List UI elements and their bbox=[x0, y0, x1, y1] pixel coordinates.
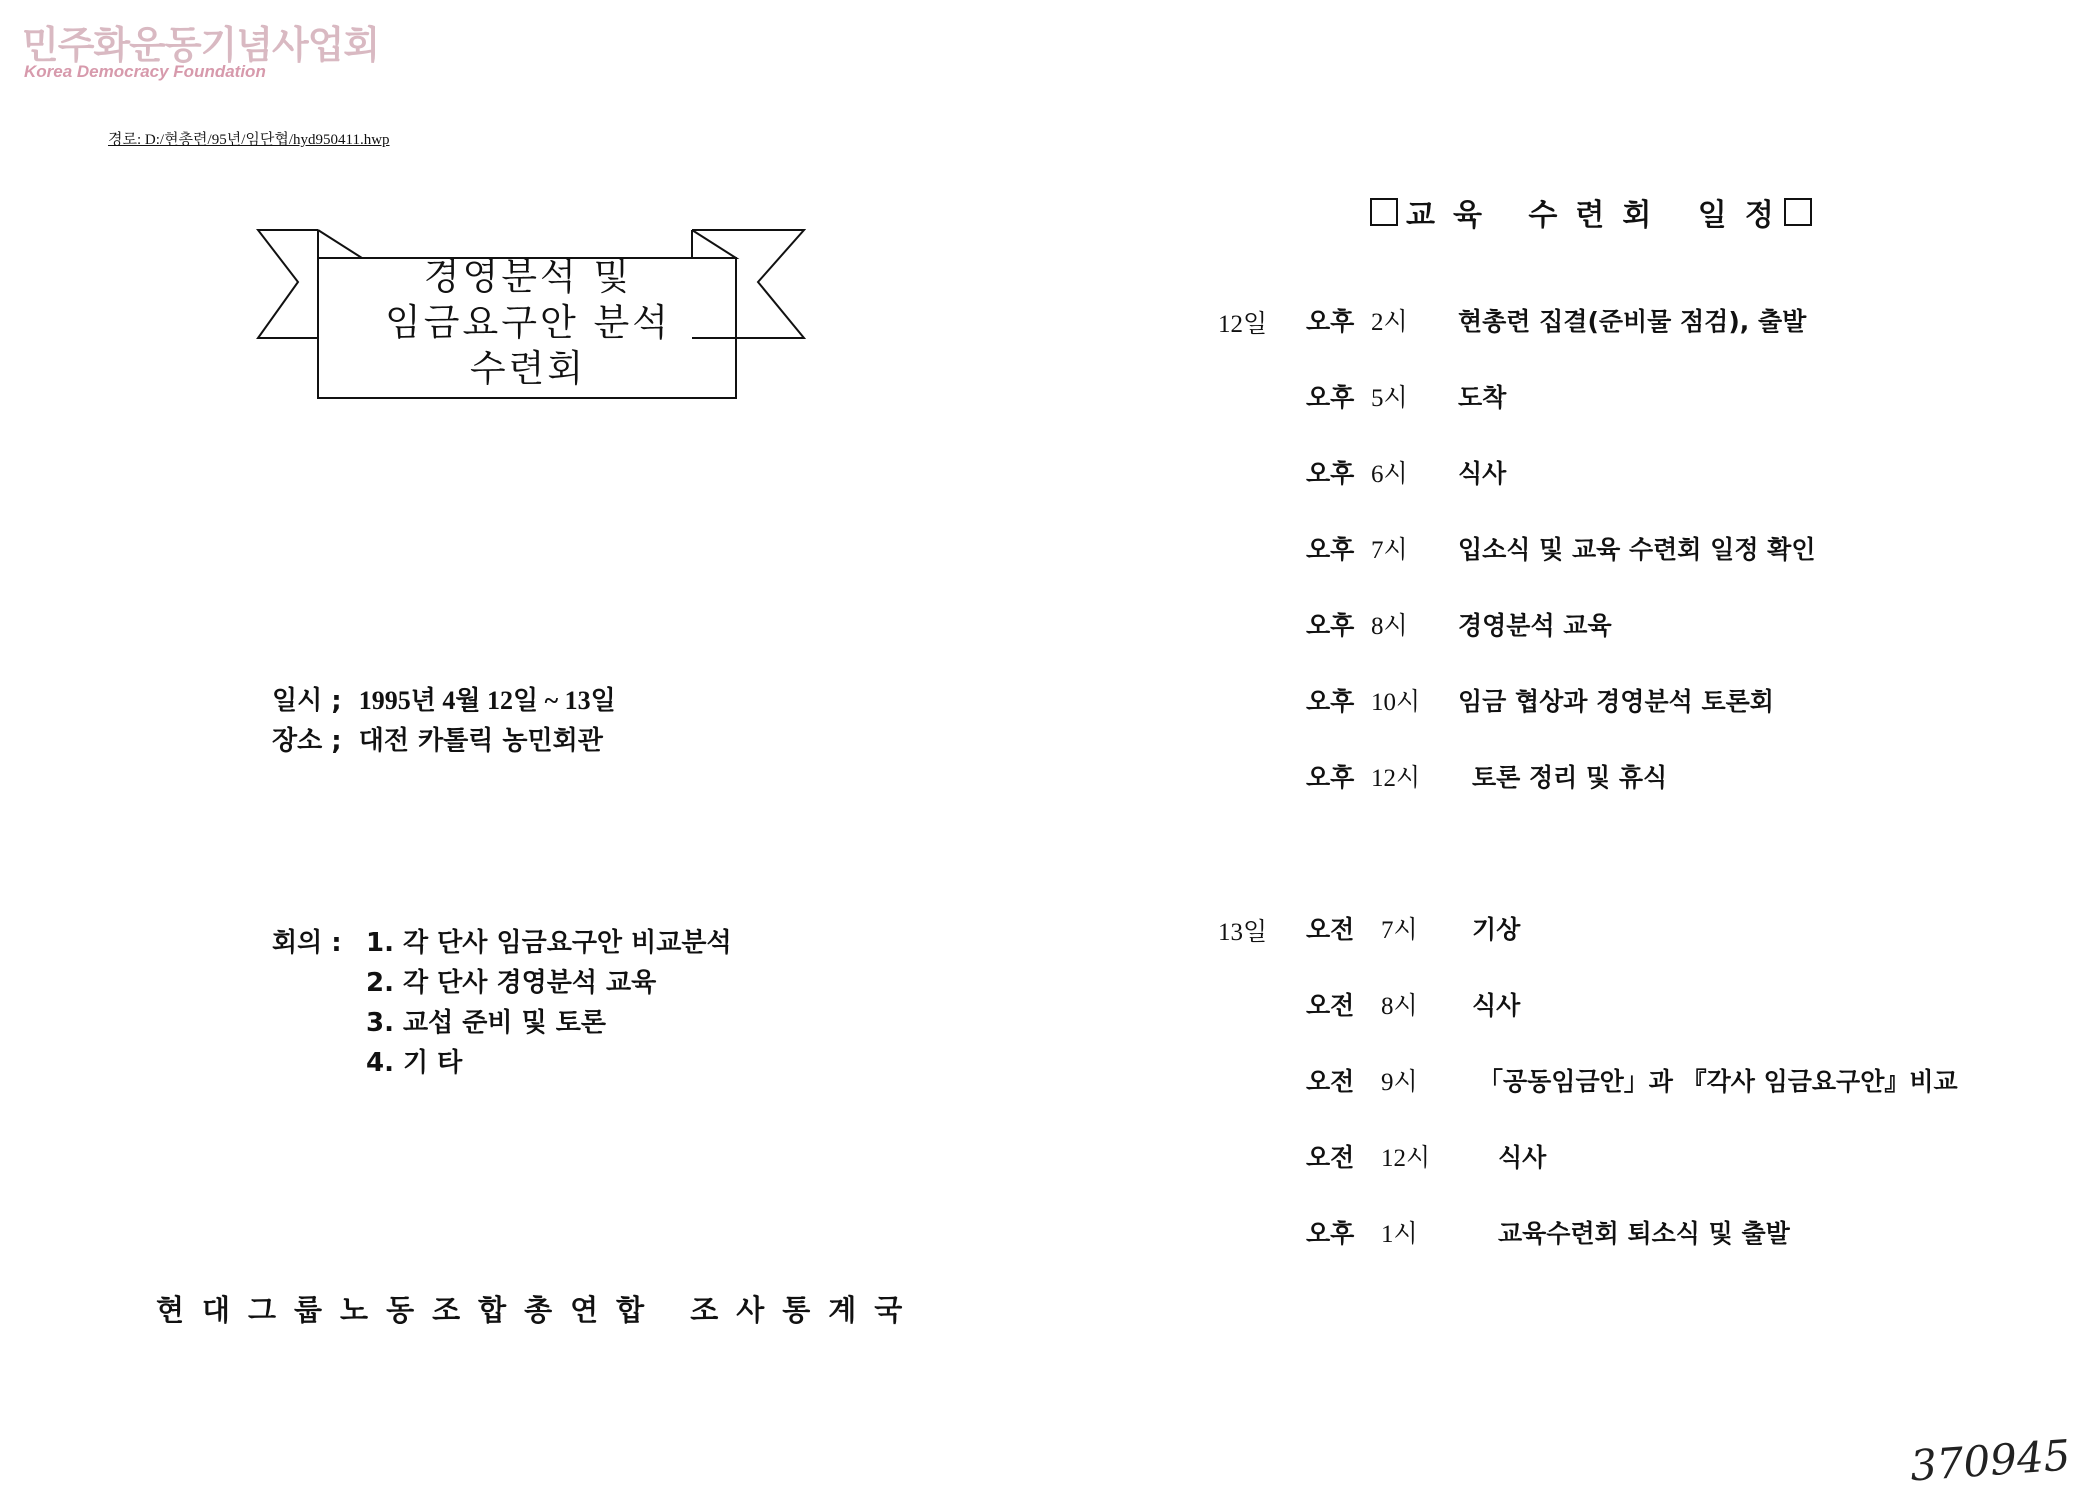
time: 7시 bbox=[1381, 917, 1418, 944]
activity: 도착 bbox=[1458, 383, 1507, 412]
time: 9시 bbox=[1381, 1069, 1418, 1096]
time: 1시 bbox=[1381, 1221, 1418, 1248]
date-value: 1995년 4월 12일 ~ 13일 bbox=[358, 686, 616, 715]
agenda-item-1: 1. 각 단사 임금요구안 비교분석 bbox=[366, 928, 732, 958]
banner-line-1: 경영분석 및 bbox=[423, 255, 633, 298]
schedule-title bbox=[1362, 190, 1820, 234]
ampm: 오전 bbox=[1306, 915, 1355, 944]
day-label-12: 12일 bbox=[1218, 311, 1268, 338]
ampm: 오후 bbox=[1306, 459, 1355, 488]
square-icon-left bbox=[1370, 198, 1398, 226]
banner-line-3: 수련회 bbox=[469, 347, 587, 390]
schedule-row bbox=[1306, 530, 1408, 566]
ampm: 오후 bbox=[1306, 611, 1355, 640]
banner-title bbox=[318, 254, 738, 392]
time: 8시 bbox=[1371, 613, 1408, 640]
activity: 경영분석 교육 bbox=[1458, 611, 1612, 640]
ampm: 오후 bbox=[1306, 383, 1355, 412]
time: 6시 bbox=[1371, 461, 1408, 488]
time: 7시 bbox=[1371, 537, 1408, 564]
schedule-row bbox=[1306, 682, 1420, 718]
schedule-row bbox=[1306, 986, 1418, 1022]
time: 10시 bbox=[1371, 689, 1421, 716]
handwritten-document-number: 370945 bbox=[1908, 1430, 2072, 1491]
ampm: 오전 bbox=[1306, 1067, 1355, 1096]
file-path: 경로: D:/현총련/95년/임단협/hyd950411.hwp bbox=[108, 132, 390, 148]
ampm: 오후 bbox=[1306, 763, 1355, 792]
schedule-row bbox=[1306, 758, 1420, 794]
agenda-item-2: 2. 각 단사 경영분석 교육 bbox=[366, 968, 657, 998]
activity: 「공동임금안」과 『각사 임금요구안』비교 bbox=[1478, 1067, 1958, 1096]
agenda-label: 회의 : bbox=[272, 928, 342, 958]
agenda-item-4: 4. 기 타 bbox=[366, 1048, 463, 1078]
activity: 토론 정리 및 휴식 bbox=[1472, 763, 1668, 792]
ampm: 오전 bbox=[1306, 991, 1355, 1020]
banner-line-2: 임금요구안 분석 bbox=[385, 301, 671, 344]
ampm: 오후 bbox=[1306, 687, 1355, 716]
time: 12시 bbox=[1381, 1145, 1431, 1172]
date-label: 일시 ; bbox=[272, 686, 342, 716]
watermark-logo-korean: 민주화운동기념사업회 bbox=[22, 23, 380, 67]
activity: 식사 bbox=[1472, 991, 1521, 1020]
time: 2시 bbox=[1371, 309, 1408, 336]
ampm: 오후 bbox=[1306, 535, 1355, 564]
activity: 현총련 집결(준비물 점검), 출발 bbox=[1458, 307, 1807, 336]
organization-name: 현대그룹노동조합총연합 조사통계국 bbox=[156, 1293, 921, 1327]
time: 5시 bbox=[1371, 385, 1408, 412]
day-label-13: 13일 bbox=[1218, 919, 1268, 946]
activity: 식사 bbox=[1498, 1143, 1547, 1172]
schedule-row bbox=[1306, 454, 1408, 490]
activity: 기상 bbox=[1472, 915, 1521, 944]
place-value: 대전 카톨릭 농민회관 bbox=[358, 726, 603, 756]
time: 12시 bbox=[1371, 765, 1421, 792]
square-icon-right bbox=[1784, 198, 1812, 226]
date-line bbox=[272, 680, 616, 717]
place-label: 장소 ; bbox=[272, 726, 342, 756]
schedule-row bbox=[1306, 1138, 1430, 1174]
ampm: 오후 bbox=[1306, 1219, 1355, 1248]
activity: 식사 bbox=[1458, 459, 1507, 488]
activity: 교육수련회 퇴소식 및 출발 bbox=[1498, 1219, 1790, 1248]
schedule-row bbox=[1306, 378, 1408, 414]
ampm: 오후 bbox=[1306, 307, 1355, 336]
activity: 입소식 및 교육 수련회 일정 확인 bbox=[1458, 535, 1816, 564]
schedule-title-text: 교육 수련회 일정 bbox=[1406, 198, 1792, 233]
schedule-row bbox=[1306, 910, 1418, 946]
place-line bbox=[272, 720, 603, 757]
time: 8시 bbox=[1381, 993, 1418, 1020]
schedule-row bbox=[1306, 302, 1408, 338]
schedule-row bbox=[1306, 1214, 1418, 1250]
activity: 임금 협상과 경영분석 토론회 bbox=[1458, 687, 1774, 716]
watermark-logo-english: Korea Democracy Foundation bbox=[24, 62, 266, 81]
agenda-item-3: 3. 교섭 준비 및 토론 bbox=[366, 1008, 606, 1038]
schedule-row bbox=[1306, 1062, 1418, 1098]
ampm: 오전 bbox=[1306, 1143, 1355, 1172]
schedule-row bbox=[1306, 606, 1408, 642]
